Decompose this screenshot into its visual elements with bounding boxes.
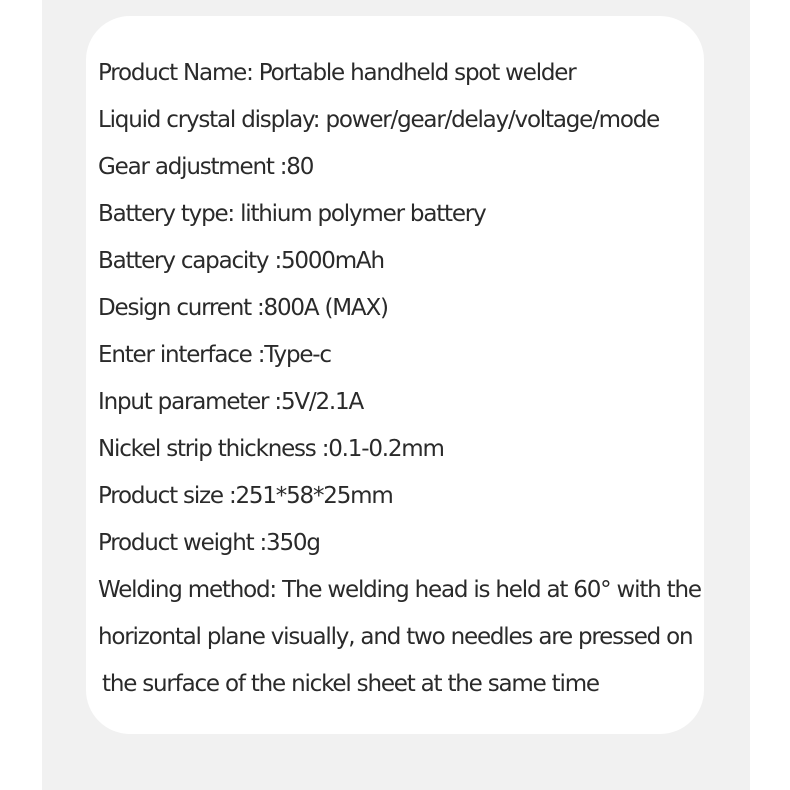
spec-battery-type: Battery type: lithium polymer battery — [98, 201, 486, 227]
spec-gear-adjustment: Gear adjustment :80 — [98, 154, 314, 180]
spec-nickel-thickness: Nickel strip thickness :0.1-0.2mm — [98, 436, 444, 462]
spec-welding-method-line-1: Welding method: The welding head is held at 60° with the — [98, 577, 701, 603]
spec-welding-method-line-3: the surface of the nickel sheet at the same time — [102, 671, 599, 697]
spec-design-current: Design current :800A (MAX) — [98, 295, 388, 321]
spec-card — [86, 16, 704, 734]
spec-battery-capacity: Battery capacity :5000mAh — [98, 248, 384, 274]
spec-product-name: Product Name: Portable handheld spot welder — [98, 60, 576, 86]
spec-input-parameter: Input parameter :5V/2.1A — [98, 389, 363, 415]
spec-product-weight: Product weight :350g — [98, 530, 320, 556]
spec-display: Liquid crystal display: power/gear/delay/voltage/mode — [98, 107, 660, 133]
spec-enter-interface: Enter interface :Type-c — [98, 342, 331, 368]
spec-list — [98, 50, 701, 708]
spec-welding-method-line-2: horizontal plane visually, and two needles are pressed on — [98, 624, 693, 650]
spec-product-size: Product size :251*58*25mm — [98, 483, 393, 509]
